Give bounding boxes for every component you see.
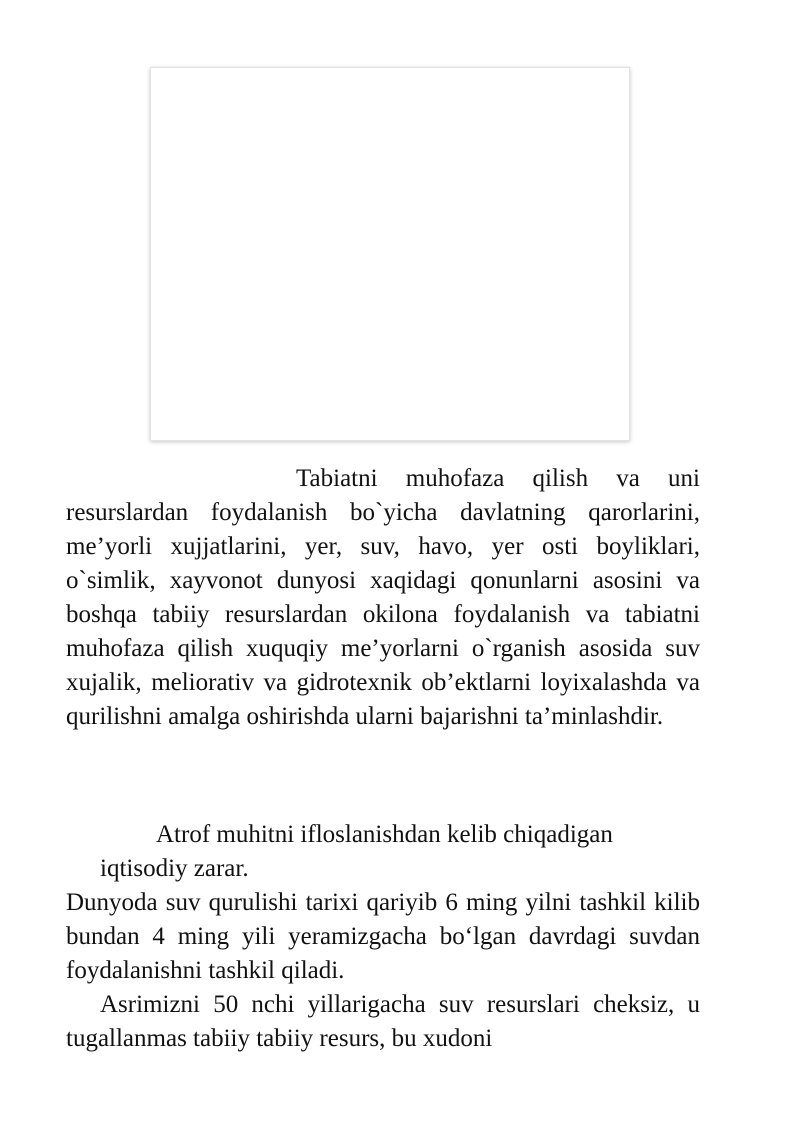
section-heading (66, 818, 700, 886)
paragraph-nature-protection: Tabiatni muhofaza qilish va uni resurslardan foydalanish bo`yicha davlatning qarorlarini, me’yorli xujjatlarini, yer, suv, havo, yer osti boyliklari, o`simlik, xayvonot dunyosi xaqidagi qonunlarni asosini va boshqa tabiiy resurslardan okilona foydalanish va tabiatni muhofaza qilish xuquqiy me’yorlarni o`rganish asosida suv xujalik, meliorativ va gidrotexnik ob’ektlarni loyixalashda va qurilishni amalga oshirishda ularni bajarishni ta’minlashdir. (66, 465, 700, 730)
paragraph-water-history: Dunyoda suv qurulishi tarixi qariyib 6 ming yilni tashkil kilib bundan 4 ming yili yeramizgacha bo‘lgan davrdagi suvdan foydalanishni tashkil qiladi. (66, 889, 700, 984)
blank-image-placeholder (150, 67, 630, 441)
section-heading-line2: iqtisodiy zarar. (100, 855, 249, 882)
section-heading-line1: Atrof muhitni ifloslanishdan kelib chiqadigan (156, 821, 613, 848)
paragraph-water-resources: Asrimizni 50 nchi yillarigacha suv resurslari cheksiz, u tugallanmas tabiiy tabiiy resurs, bu xudoni (66, 991, 700, 1052)
